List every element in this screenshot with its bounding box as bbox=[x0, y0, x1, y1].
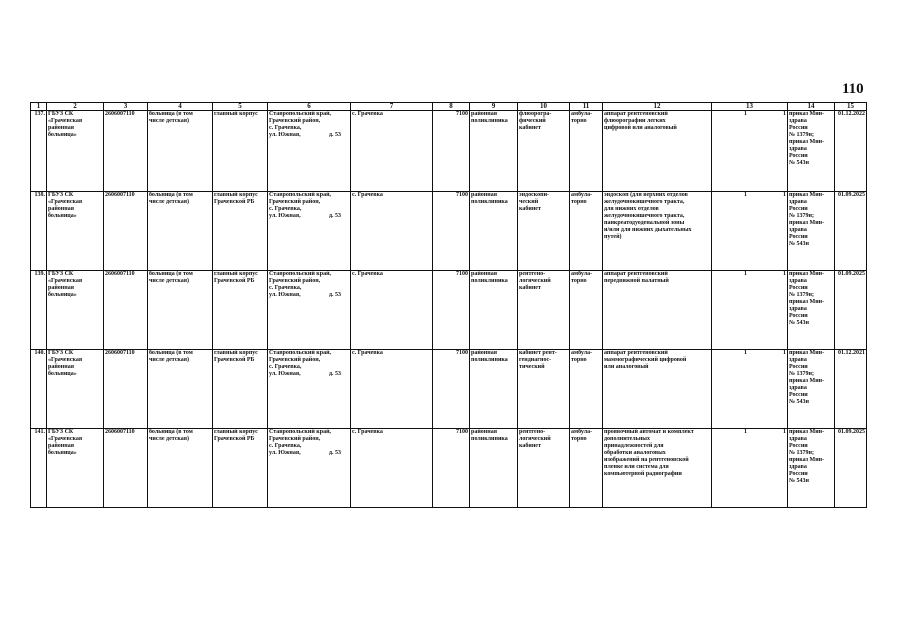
organization-cell bbox=[47, 111, 104, 192]
table-row bbox=[31, 350, 867, 429]
order-cell bbox=[788, 429, 835, 508]
quantity-cell bbox=[712, 429, 788, 508]
address-cell bbox=[268, 271, 351, 350]
locality-cell: с. Грачевка bbox=[351, 429, 433, 508]
quantity-b: 1 bbox=[783, 350, 786, 356]
quantity-a: 1 bbox=[744, 350, 747, 356]
organization-cell-line: «Грачевская bbox=[48, 118, 83, 124]
row-number: 138. bbox=[31, 192, 47, 271]
address-cell bbox=[268, 429, 351, 508]
order-cell-line: здрава bbox=[789, 146, 807, 152]
address-street: ул. Южная, bbox=[269, 450, 301, 456]
address-cell-line: Ставропольский край, bbox=[269, 111, 332, 117]
order-cell-line: приказ Мин- bbox=[789, 457, 825, 463]
address-street: ул. Южная, bbox=[269, 371, 301, 377]
organization-cell-line: районная bbox=[48, 285, 74, 291]
cabinet-cell-line: тический bbox=[519, 364, 545, 370]
code-cell: 2606007110 bbox=[104, 192, 148, 271]
facility-type-cell bbox=[148, 429, 213, 508]
unit-cell bbox=[470, 192, 518, 271]
address-street-line bbox=[269, 371, 349, 378]
header-cell-11: 11 bbox=[570, 103, 603, 111]
header-row bbox=[31, 103, 867, 111]
organization-cell-line: ГБУЗ СК bbox=[48, 271, 74, 277]
header-cell-7: 7 bbox=[351, 103, 433, 111]
equipment-cell-line: путей) bbox=[604, 234, 622, 240]
quantity-cell bbox=[712, 111, 788, 192]
facility-type-cell bbox=[148, 350, 213, 429]
equipment-cell-line: передвижной палатный bbox=[604, 278, 669, 284]
equipment-cell bbox=[603, 350, 712, 429]
header-cell-1: 1 bbox=[31, 103, 47, 111]
header-cell-4: 4 bbox=[148, 103, 213, 111]
equipment-cell-line: дополнительных bbox=[604, 436, 650, 442]
order-cell-line: приказ Мин- bbox=[789, 111, 825, 117]
organization-cell-line: больница» bbox=[48, 450, 77, 456]
equipment-cell-line: панкреатодуоденальной зоны bbox=[604, 220, 685, 226]
care-type-cell bbox=[570, 192, 603, 271]
date-cell: 01.12.2022 bbox=[835, 111, 867, 192]
order-cell-line: № 1379н; bbox=[789, 371, 814, 377]
organization-cell-line: ГБУЗ СК bbox=[48, 192, 74, 198]
quantity-a: 1 bbox=[744, 429, 747, 435]
row-number: 139. bbox=[31, 271, 47, 350]
equipment-cell-line: и/или для нижних дыхательных bbox=[604, 227, 692, 233]
quantity-a: 1 bbox=[744, 111, 747, 117]
unit-cell-line: поликлиника bbox=[471, 278, 508, 284]
organization-cell-line: районная bbox=[48, 364, 74, 370]
quantity-b: 1 bbox=[783, 271, 786, 277]
address-cell-line: Грачевский район, bbox=[269, 199, 321, 205]
cabinet-cell-line: кабинет bbox=[519, 206, 541, 212]
order-cell-line: приказ Мин- bbox=[789, 429, 825, 435]
unit-cell-line: районная bbox=[471, 350, 497, 356]
address-house: д. 53 bbox=[328, 213, 341, 219]
population-cell: 7100 bbox=[433, 350, 470, 429]
unit-cell bbox=[470, 111, 518, 192]
address-cell-line: с. Грачевка, bbox=[269, 285, 302, 291]
address-cell-line: Ставропольский край, bbox=[269, 192, 332, 198]
order-cell-line: здрава bbox=[789, 278, 807, 284]
address-cell bbox=[268, 350, 351, 429]
building-cell bbox=[213, 350, 268, 429]
order-cell-line: приказ Мин- bbox=[789, 139, 825, 145]
order-cell bbox=[788, 111, 835, 192]
organization-cell-line: больница» bbox=[48, 371, 77, 377]
order-cell-line: приказ Мин- bbox=[789, 271, 825, 277]
order-cell-line: России bbox=[789, 285, 808, 291]
code-cell: 2606007110 bbox=[104, 350, 148, 429]
care-type-cell-line: торно bbox=[571, 199, 587, 205]
building-cell bbox=[213, 429, 268, 508]
order-cell-line: № 1379н; bbox=[789, 450, 814, 456]
order-cell-line: России bbox=[789, 392, 808, 398]
table-row bbox=[31, 429, 867, 508]
equipment-cell-line: желудочнокишечного тракта, bbox=[604, 213, 685, 219]
order-cell-line: № 1379н; bbox=[789, 132, 814, 138]
order-cell-line: приказ Мин- bbox=[789, 299, 825, 305]
building-cell bbox=[213, 111, 268, 192]
address-street-line bbox=[269, 132, 349, 139]
order-cell bbox=[788, 350, 835, 429]
locality-cell: с. Грачевка bbox=[351, 192, 433, 271]
equipment-cell-line: аппарат рентгеновский bbox=[604, 271, 668, 277]
cabinet-cell-line: кабинет bbox=[519, 125, 541, 131]
date-cell: 01.12.2021 bbox=[835, 350, 867, 429]
header-cell-10: 10 bbox=[518, 103, 570, 111]
building-cell-line: главный корпус bbox=[214, 192, 258, 198]
organization-cell-line: «Грачевская bbox=[48, 278, 83, 284]
organization-cell-line: больница» bbox=[48, 292, 77, 298]
organization-cell-line: районная bbox=[48, 125, 74, 131]
header-cell-6: 6 bbox=[268, 103, 351, 111]
cabinet-cell-line: ческий bbox=[519, 199, 539, 205]
address-street: ул. Южная, bbox=[269, 292, 301, 298]
equipment-cell-line: или аналоговый bbox=[604, 364, 649, 370]
order-cell-line: здрава bbox=[789, 306, 807, 312]
address-cell-line: Грачевский район, bbox=[269, 436, 321, 442]
organization-cell-line: ГБУЗ СК bbox=[48, 350, 74, 356]
equipment-cell-line: аппарат рентгеновский bbox=[604, 111, 668, 117]
quantity-a: 1 bbox=[744, 271, 747, 277]
cabinet-cell-line: кабинет bbox=[519, 443, 541, 449]
address-cell-line: Грачевский район, bbox=[269, 118, 321, 124]
order-cell-line: № 1379н; bbox=[789, 213, 814, 219]
table-row bbox=[31, 192, 867, 271]
building-cell-line: главный корпус bbox=[214, 111, 258, 117]
equipment-cell-line: компьютерной радиографии bbox=[604, 471, 682, 477]
order-cell-line: здрава bbox=[789, 464, 807, 470]
equipment-cell bbox=[603, 111, 712, 192]
equipment-cell-line: проявочный автомат и комплект bbox=[604, 429, 694, 435]
facility-type-cell bbox=[148, 271, 213, 350]
facility-type-cell-line: числе детская) bbox=[149, 357, 190, 363]
organization-cell-line: «Грачевская bbox=[48, 357, 83, 363]
date-cell: 01.09.2025 bbox=[835, 429, 867, 508]
locality-cell: с. Грачевка bbox=[351, 271, 433, 350]
cabinet-cell bbox=[518, 350, 570, 429]
unit-cell-line: поликлиника bbox=[471, 199, 508, 205]
building-cell-line: Грачевской РБ bbox=[214, 436, 255, 442]
care-type-cell bbox=[570, 429, 603, 508]
address-street: ул. Южная, bbox=[269, 132, 301, 138]
facility-type-cell-line: больница (в том bbox=[149, 192, 193, 198]
building-cell-line: Грачевской РБ bbox=[214, 278, 255, 284]
care-type-cell-line: амбула- bbox=[571, 192, 593, 198]
order-cell-line: России bbox=[789, 125, 808, 131]
equipment-cell-line: обработки аналоговых bbox=[604, 450, 666, 456]
order-cell-line: России bbox=[789, 313, 808, 319]
address-house: д. 53 bbox=[328, 371, 341, 377]
order-cell-line: № 543н bbox=[789, 320, 809, 326]
cabinet-cell-line: логический bbox=[519, 278, 551, 284]
facility-type-cell-line: числе детская) bbox=[149, 199, 190, 205]
cabinet-cell bbox=[518, 429, 570, 508]
unit-cell-line: поликлиника bbox=[471, 436, 508, 442]
cabinet-cell-line: флюорогра- bbox=[519, 111, 552, 117]
address-cell-line: Ставропольский край, bbox=[269, 350, 332, 356]
order-cell-line: России bbox=[789, 206, 808, 212]
header-cell-2: 2 bbox=[47, 103, 104, 111]
order-cell-line: № 543н bbox=[789, 241, 809, 247]
organization-cell bbox=[47, 350, 104, 429]
cabinet-cell-line: логический bbox=[519, 436, 551, 442]
row-number: 140. bbox=[31, 350, 47, 429]
order-cell-line: здрава bbox=[789, 385, 807, 391]
organization-cell-line: больница» bbox=[48, 213, 77, 219]
equipment-cell bbox=[603, 192, 712, 271]
unit-cell bbox=[470, 271, 518, 350]
address-cell-line: Грачевский район, bbox=[269, 278, 321, 284]
order-cell-line: здрава bbox=[789, 436, 807, 442]
unit-cell-line: районная bbox=[471, 111, 497, 117]
address-cell-line: с. Грачевка, bbox=[269, 125, 302, 131]
equipment-cell-line: эндоскоп (для верхних отделов bbox=[604, 192, 688, 198]
care-type-cell bbox=[570, 350, 603, 429]
organization-cell bbox=[47, 192, 104, 271]
building-cell bbox=[213, 192, 268, 271]
header-cell-14: 14 bbox=[788, 103, 835, 111]
facility-type-cell-line: больница (в том bbox=[149, 429, 193, 435]
order-cell-line: здрава bbox=[789, 199, 807, 205]
care-type-cell-line: амбула- bbox=[571, 350, 593, 356]
order-cell-line: № 1379н; bbox=[789, 292, 814, 298]
date-cell: 01.09.2025 bbox=[835, 271, 867, 350]
unit-cell-line: районная bbox=[471, 192, 497, 198]
facility-type-cell-line: больница (в том bbox=[149, 350, 193, 356]
equipment-cell-line: цифровой или аналоговый bbox=[604, 125, 677, 131]
unit-cell-line: поликлиника bbox=[471, 357, 508, 363]
organization-cell-line: районная bbox=[48, 206, 74, 212]
care-type-cell-line: торно bbox=[571, 357, 587, 363]
order-cell bbox=[788, 271, 835, 350]
cabinet-cell-line: гендиагнос- bbox=[519, 357, 552, 363]
cabinet-cell bbox=[518, 111, 570, 192]
organization-cell-line: «Грачевская bbox=[48, 199, 83, 205]
order-cell-line: здрава bbox=[789, 357, 807, 363]
header-cell-13: 13 bbox=[712, 103, 788, 111]
care-type-cell-line: амбула- bbox=[571, 271, 593, 277]
care-type-cell bbox=[570, 111, 603, 192]
page-number: 110 bbox=[842, 81, 864, 97]
equipment-cell-line: желудочнокишечного тракта, bbox=[604, 199, 685, 205]
unit-cell bbox=[470, 429, 518, 508]
cabinet-cell bbox=[518, 192, 570, 271]
organization-cell-line: ГБУЗ СК bbox=[48, 429, 74, 435]
locality-cell: с. Грачевка bbox=[351, 111, 433, 192]
header-cell-12: 12 bbox=[603, 103, 712, 111]
cabinet-cell-line: эндоскопи- bbox=[519, 192, 550, 198]
cabinet-cell-line: рентгено- bbox=[519, 271, 546, 277]
address-cell bbox=[268, 111, 351, 192]
building-cell-line: главный корпус bbox=[214, 271, 258, 277]
equipment-cell-line: флюорографии легких bbox=[604, 118, 666, 124]
population-cell: 7100 bbox=[433, 271, 470, 350]
address-street: ул. Южная, bbox=[269, 213, 301, 219]
address-street-line bbox=[269, 213, 349, 220]
table-body bbox=[31, 103, 867, 508]
header-cell-9: 9 bbox=[470, 103, 518, 111]
header-cell-3: 3 bbox=[104, 103, 148, 111]
unit-cell-line: районная bbox=[471, 429, 497, 435]
equipment-cell-line: маммографический цифровой bbox=[604, 357, 687, 363]
order-cell-line: приказ Мин- bbox=[789, 350, 825, 356]
equipment-cell-line: пленке или система для bbox=[604, 464, 669, 470]
row-number: 141. bbox=[31, 429, 47, 508]
address-cell-line: Ставропольский край, bbox=[269, 429, 332, 435]
building-cell-line: Грачевской РБ bbox=[214, 357, 255, 363]
quantity-b: 1 bbox=[783, 429, 786, 435]
order-cell-line: № 543н bbox=[789, 160, 809, 166]
address-cell-line: с. Грачевка, bbox=[269, 364, 302, 370]
facility-type-cell-line: больница (в том bbox=[149, 271, 193, 277]
quantity-cell bbox=[712, 271, 788, 350]
order-cell bbox=[788, 192, 835, 271]
order-cell-line: России bbox=[789, 234, 808, 240]
header-cell-5: 5 bbox=[213, 103, 268, 111]
locality-cell: с. Грачевка bbox=[351, 350, 433, 429]
address-street-line bbox=[269, 292, 349, 299]
equipment-cell bbox=[603, 429, 712, 508]
address-street-line bbox=[269, 450, 349, 457]
cabinet-cell-line: кабинет рент- bbox=[519, 350, 557, 356]
order-cell-line: России bbox=[789, 153, 808, 159]
order-cell-line: России bbox=[789, 364, 808, 370]
order-cell-line: здрава bbox=[789, 227, 807, 233]
equipment-cell-line: принадлежностей для bbox=[604, 443, 664, 449]
quantity-b: 1 bbox=[783, 111, 786, 117]
care-type-cell-line: торно bbox=[571, 278, 587, 284]
registry-table bbox=[30, 102, 867, 508]
order-cell-line: приказ Мин- bbox=[789, 220, 825, 226]
organization-cell bbox=[47, 429, 104, 508]
table-row bbox=[31, 111, 867, 192]
equipment-cell-line: аппарат рентгеновский bbox=[604, 350, 668, 356]
organization-cell-line: больница» bbox=[48, 132, 77, 138]
quantity-cell bbox=[712, 350, 788, 429]
code-cell: 2606007110 bbox=[104, 429, 148, 508]
organization-cell-line: «Грачевская bbox=[48, 436, 83, 442]
address-cell-line: с. Грачевка, bbox=[269, 443, 302, 449]
order-cell-line: № 543н bbox=[789, 478, 809, 484]
care-type-cell bbox=[570, 271, 603, 350]
building-cell-line: Грачевской РБ bbox=[214, 199, 255, 205]
care-type-cell-line: амбула- bbox=[571, 429, 593, 435]
quantity-b: 1 bbox=[783, 192, 786, 198]
order-cell-line: приказ Мин- bbox=[789, 378, 825, 384]
cabinet-cell-line: рентгено- bbox=[519, 429, 546, 435]
address-house: д. 53 bbox=[328, 132, 341, 138]
facility-type-cell-line: числе детская) bbox=[149, 278, 190, 284]
unit-cell-line: районная bbox=[471, 271, 497, 277]
facility-type-cell bbox=[148, 192, 213, 271]
code-cell: 2606007110 bbox=[104, 271, 148, 350]
address-cell-line: Грачевский район, bbox=[269, 357, 321, 363]
order-cell-line: № 543н bbox=[789, 399, 809, 405]
building-cell-line: главный корпус bbox=[214, 429, 258, 435]
order-cell-line: России bbox=[789, 443, 808, 449]
quantity-cell bbox=[712, 192, 788, 271]
organization-cell-line: районная bbox=[48, 443, 74, 449]
header-cell-8: 8 bbox=[433, 103, 470, 111]
organization-cell bbox=[47, 271, 104, 350]
address-house: д. 53 bbox=[328, 292, 341, 298]
code-cell: 2606007110 bbox=[104, 111, 148, 192]
care-type-cell-line: амбула- bbox=[571, 111, 593, 117]
address-cell bbox=[268, 192, 351, 271]
table-row bbox=[31, 271, 867, 350]
header-cell-15: 15 bbox=[835, 103, 867, 111]
care-type-cell-line: торно bbox=[571, 436, 587, 442]
equipment-cell-line: для нижних отделов bbox=[604, 206, 659, 212]
order-cell-line: здрава bbox=[789, 118, 807, 124]
facility-type-cell-line: числе детская) bbox=[149, 118, 190, 124]
address-house: д. 53 bbox=[328, 450, 341, 456]
unit-cell bbox=[470, 350, 518, 429]
cabinet-cell bbox=[518, 271, 570, 350]
building-cell-line: главный корпус bbox=[214, 350, 258, 356]
order-cell-line: России bbox=[789, 471, 808, 477]
quantity-a: 1 bbox=[744, 192, 747, 198]
address-cell-line: с. Грачевка, bbox=[269, 206, 302, 212]
row-number: 137. bbox=[31, 111, 47, 192]
population-cell: 7100 bbox=[433, 111, 470, 192]
unit-cell-line: поликлиника bbox=[471, 118, 508, 124]
care-type-cell-line: торно bbox=[571, 118, 587, 124]
cabinet-cell-line: кабинет bbox=[519, 285, 541, 291]
cabinet-cell-line: фический bbox=[519, 118, 546, 124]
equipment-cell-line: изображений на рентгеновской bbox=[604, 457, 689, 463]
facility-type-cell-line: больница (в том bbox=[149, 111, 193, 117]
facility-type-cell-line: числе детская) bbox=[149, 436, 190, 442]
organization-cell-line: ГБУЗ СК bbox=[48, 111, 74, 117]
address-cell-line: Ставропольский край, bbox=[269, 271, 332, 277]
equipment-cell bbox=[603, 271, 712, 350]
population-cell: 7100 bbox=[433, 192, 470, 271]
date-cell: 01.09.2025 bbox=[835, 192, 867, 271]
order-cell-line: приказ Мин- bbox=[789, 192, 825, 198]
population-cell: 7100 bbox=[433, 429, 470, 508]
facility-type-cell bbox=[148, 111, 213, 192]
building-cell bbox=[213, 271, 268, 350]
